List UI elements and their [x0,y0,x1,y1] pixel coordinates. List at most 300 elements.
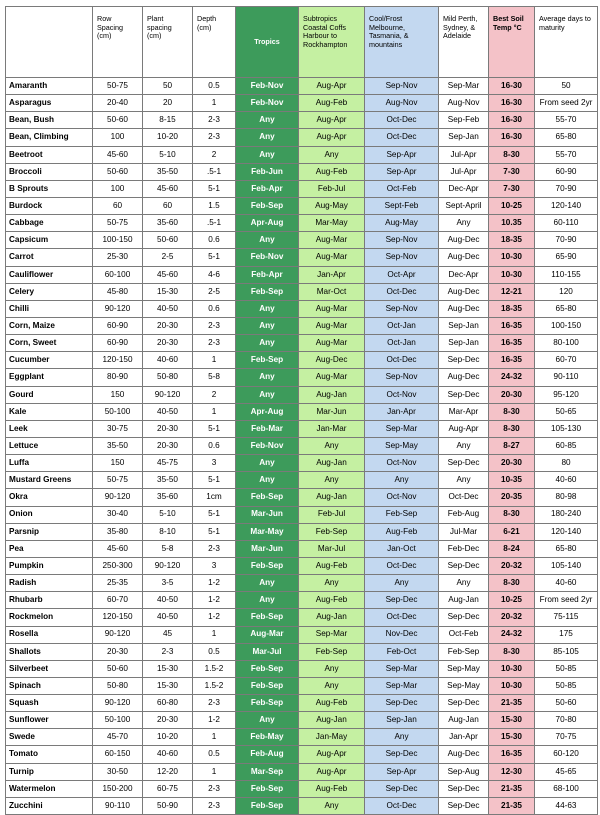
soil-temp-cell: 16-35 [489,317,535,334]
depth-cell: 1 [193,352,236,369]
tropics-cell: Feb-Sep [236,197,299,214]
table-row [6,575,598,592]
vegetable-name: Mustard Greens [6,472,93,489]
mild-cell: Sep-May [439,660,489,677]
depth-cell: 1.5-2 [193,660,236,677]
subtropics-cell: Any [299,437,365,454]
depth-cell: 5-1 [193,472,236,489]
mild-cell: Sep-Jan [439,129,489,146]
soil-temp-cell: 16-30 [489,112,535,129]
mild-cell: Aug-Dec [439,300,489,317]
plant-spacing-cell: 35-50 [143,163,193,180]
mild-cell: Sep-Dec [439,386,489,403]
cool-frost-cell: Sep-Mar [365,420,439,437]
table-row [6,780,598,797]
plant-spacing-cell: 35-60 [143,215,193,232]
table-row [6,146,598,163]
mild-cell: Feb-Dec [439,540,489,557]
tropics-cell: Any [236,455,299,472]
row-spacing-cell: 35-50 [93,437,143,454]
days-maturity-cell: 95-120 [535,386,598,403]
days-maturity-cell: 68-100 [535,780,598,797]
depth-cell: 1-2 [193,712,236,729]
plant-spacing-cell: 90-120 [143,557,193,574]
table-row [6,335,598,352]
header-cool-frost: Cool/Frost Melbourne, Tasmania, & mountains [365,7,439,78]
depth-cell: 0.6 [193,437,236,454]
tropics-cell: Feb-Sep [236,797,299,814]
subtropics-cell: Aug-Mar [299,369,365,386]
depth-cell: 2-5 [193,283,236,300]
subtropics-cell: Any [299,660,365,677]
soil-temp-cell: 8-30 [489,506,535,523]
plant-spacing-cell: 5-8 [143,540,193,557]
mild-cell: Aug-Dec [439,746,489,763]
soil-temp-cell: 18-35 [489,232,535,249]
tropics-cell: Any [236,146,299,163]
cool-frost-cell: Oct-Feb [365,180,439,197]
depth-cell: 5-1 [193,249,236,266]
vegetable-name: Corn, Sweet [6,335,93,352]
subtropics-cell: Aug-Apr [299,763,365,780]
mild-cell: Any [439,472,489,489]
plant-spacing-cell: 5-10 [143,146,193,163]
tropics-cell: Any [236,472,299,489]
soil-temp-cell: 16-35 [489,746,535,763]
days-maturity-cell: 110-155 [535,266,598,283]
subtropics-cell: Aug-Jan [299,489,365,506]
table-row [6,78,598,95]
plant-spacing-cell: 8-10 [143,523,193,540]
table-row [6,557,598,574]
row-spacing-cell: 35-80 [93,523,143,540]
depth-cell: 2-3 [193,797,236,814]
plant-spacing-cell: 15-30 [143,660,193,677]
mild-cell: Aug-Dec [439,283,489,300]
tropics-cell: Feb-Nov [236,437,299,454]
plant-spacing-cell: 50 [143,78,193,95]
row-spacing-cell: 60-150 [93,746,143,763]
table-row [6,609,598,626]
tropics-cell: Feb-Aug [236,746,299,763]
depth-cell: 5-1 [193,420,236,437]
row-spacing-cell: 150-200 [93,780,143,797]
vegetable-name: Zucchini [6,797,93,814]
row-spacing-cell: 100 [93,129,143,146]
table-row [6,369,598,386]
tropics-cell: Feb-Sep [236,489,299,506]
soil-temp-cell: 10-30 [489,266,535,283]
soil-temp-cell: 16-35 [489,352,535,369]
soil-temp-cell: 20-35 [489,489,535,506]
mild-cell: Sep-Jan [439,317,489,334]
subtropics-cell: Sep-Mar [299,626,365,643]
row-spacing-cell: 30-75 [93,420,143,437]
days-maturity-cell: 80-98 [535,489,598,506]
vegetable-name: Bean, Bush [6,112,93,129]
plant-spacing-cell: 20-30 [143,420,193,437]
table-row [6,283,598,300]
plant-spacing-cell: 60-80 [143,695,193,712]
mild-cell: Aug-Jan [439,712,489,729]
tropics-cell: Any [236,317,299,334]
header-row-spacing: Row Spacing (cm) [93,7,143,78]
mild-cell: Sep-Dec [439,797,489,814]
table-row [6,403,598,420]
days-maturity-cell: 180-240 [535,506,598,523]
cool-frost-cell: Oct-Dec [365,129,439,146]
vegetable-name: Cucumber [6,352,93,369]
soil-temp-cell: 24-32 [489,626,535,643]
tropics-cell: Feb-Jun [236,163,299,180]
plant-spacing-cell: 8-15 [143,112,193,129]
days-maturity-cell: 55-70 [535,146,598,163]
cool-frost-cell: Oct-Nov [365,489,439,506]
days-maturity-cell: 55-70 [535,112,598,129]
mild-cell: Jul-Apr [439,146,489,163]
soil-temp-cell: 7-30 [489,180,535,197]
tropics-cell: Any [236,300,299,317]
depth-cell: 0.6 [193,300,236,317]
row-spacing-cell: 30-50 [93,763,143,780]
subtropics-cell: Feb-Jul [299,180,365,197]
tropics-cell: Mar-Jun [236,506,299,523]
tropics-cell: Mar-Jul [236,643,299,660]
soil-temp-cell: 8-24 [489,540,535,557]
depth-cell: 5-1 [193,180,236,197]
days-maturity-cell: 80 [535,455,598,472]
row-spacing-cell: 45-80 [93,283,143,300]
days-maturity-cell: 65-80 [535,300,598,317]
mild-cell: Oct-Feb [439,626,489,643]
cool-frost-cell: Aug-Feb [365,523,439,540]
soil-temp-cell: 15-30 [489,729,535,746]
mild-cell: Feb-Sep [439,643,489,660]
cool-frost-cell: Oct-Apr [365,266,439,283]
header-soil-temp: Best Soil Temp °C [489,7,535,78]
soil-temp-cell: 16-30 [489,129,535,146]
tropics-cell: Feb-Sep [236,352,299,369]
cool-frost-cell: Sep-Apr [365,163,439,180]
depth-cell: 1-2 [193,609,236,626]
cool-frost-cell: Sep-Nov [365,232,439,249]
cool-frost-cell: Any [365,472,439,489]
subtropics-cell: Any [299,677,365,694]
subtropics-cell: Any [299,146,365,163]
vegetable-name: Lettuce [6,437,93,454]
vegetable-name: Beetroot [6,146,93,163]
tropics-cell: Mar-Jun [236,540,299,557]
depth-cell: 1-2 [193,592,236,609]
mild-cell: Aug-Dec [439,232,489,249]
table-row [6,112,598,129]
tropics-cell: Feb-Sep [236,660,299,677]
depth-cell: 2-3 [193,317,236,334]
subtropics-cell: Aug-Apr [299,78,365,95]
table-row [6,95,598,112]
depth-cell: 1 [193,626,236,643]
cool-frost-cell: Oct-Jan [365,335,439,352]
table-row [6,249,598,266]
row-spacing-cell: 50-60 [93,660,143,677]
vegetable-name: Rockmelon [6,609,93,626]
soil-temp-cell: 10-30 [489,677,535,694]
soil-temp-cell: 18-35 [489,300,535,317]
vegetable-name: Leek [6,420,93,437]
days-maturity-cell: 50 [535,78,598,95]
vegetable-name: Onion [6,506,93,523]
table-row [6,626,598,643]
subtropics-cell: Mar-Oct [299,283,365,300]
days-maturity-cell: 60-120 [535,746,598,763]
vegetable-name: Okra [6,489,93,506]
table-row [6,300,598,317]
tropics-cell: Feb-Sep [236,609,299,626]
vegetable-name: Rosella [6,626,93,643]
cool-frost-cell: Sep-May [365,437,439,454]
days-maturity-cell: 100-150 [535,317,598,334]
tropics-cell: Aug-Mar [236,626,299,643]
vegetable-name: Eggplant [6,369,93,386]
days-maturity-cell: From seed 2yr [535,592,598,609]
row-spacing-cell: 100 [93,180,143,197]
plant-spacing-cell: 50-90 [143,797,193,814]
table-row [6,643,598,660]
subtropics-cell: Mar-Jun [299,403,365,420]
cool-frost-cell: Sep-Mar [365,677,439,694]
vegetable-name: Tomato [6,746,93,763]
days-maturity-cell: 50-85 [535,677,598,694]
plant-spacing-cell: 2-3 [143,643,193,660]
subtropics-cell: Any [299,575,365,592]
vegetable-name: Burdock [6,197,93,214]
tropics-cell: Mar-May [236,523,299,540]
mild-cell: Sep-Dec [439,609,489,626]
subtropics-cell: Jan-May [299,729,365,746]
row-spacing-cell: 250-300 [93,557,143,574]
depth-cell: 2 [193,386,236,403]
days-maturity-cell: 50-60 [535,695,598,712]
mild-cell: Aug-Dec [439,369,489,386]
table-row [6,232,598,249]
plant-spacing-cell: 40-50 [143,403,193,420]
mild-cell: Sep-Feb [439,112,489,129]
plant-spacing-cell: 20-30 [143,712,193,729]
soil-temp-cell: 16-30 [489,78,535,95]
plant-spacing-cell: 40-50 [143,592,193,609]
header-days-maturity: Average days to maturity [535,7,598,78]
row-spacing-cell: 45-60 [93,540,143,557]
table-row [6,352,598,369]
days-maturity-cell: From seed 2yr [535,95,598,112]
plant-spacing-cell: 45-60 [143,180,193,197]
plant-spacing-cell: 35-50 [143,472,193,489]
soil-temp-cell: 20-30 [489,386,535,403]
row-spacing-cell: 150 [93,455,143,472]
plant-spacing-cell: 20-30 [143,335,193,352]
depth-cell: 3 [193,455,236,472]
depth-cell: 0.5 [193,78,236,95]
soil-temp-cell: 16-35 [489,335,535,352]
plant-spacing-cell: 40-50 [143,609,193,626]
depth-cell: 2-3 [193,335,236,352]
depth-cell: 1cm [193,489,236,506]
cool-frost-cell: Oct-Dec [365,112,439,129]
subtropics-cell: Aug-Feb [299,592,365,609]
table-row [6,660,598,677]
plant-spacing-cell: 45 [143,626,193,643]
cool-frost-cell: Jan-Oct [365,540,439,557]
vegetable-name: Shallots [6,643,93,660]
cool-frost-cell: Aug-May [365,215,439,232]
soil-temp-cell: 10-25 [489,197,535,214]
row-spacing-cell: 50-60 [93,163,143,180]
cool-frost-cell: Oct-Jan [365,317,439,334]
mild-cell: Mar-Apr [439,403,489,420]
plant-spacing-cell: 45-60 [143,266,193,283]
subtropics-cell: Aug-Feb [299,163,365,180]
subtropics-cell: Aug-Mar [299,300,365,317]
days-maturity-cell: 175 [535,626,598,643]
plant-spacing-cell: 40-60 [143,352,193,369]
plant-spacing-cell: 20 [143,95,193,112]
cool-frost-cell: Sep-Dec [365,592,439,609]
cool-frost-cell: Sep-Jan [365,712,439,729]
table-row [6,523,598,540]
tropics-cell: Feb-Sep [236,695,299,712]
table-row [6,729,598,746]
tropics-cell: Any [236,112,299,129]
header-subtropics: Subtropics Coastal Coffs Harbour to Rockhampton [299,7,365,78]
subtropics-cell: Mar-Jul [299,540,365,557]
subtropics-cell: Aug-Apr [299,112,365,129]
subtropics-cell: Feb-Jul [299,506,365,523]
days-maturity-cell: 44-63 [535,797,598,814]
vegetable-name: Bean, Climbing [6,129,93,146]
table-row [6,455,598,472]
days-maturity-cell: 65-90 [535,249,598,266]
subtropics-cell: Aug-Feb [299,695,365,712]
cool-frost-cell: Nov-Dec [365,626,439,643]
tropics-cell: Feb-May [236,729,299,746]
subtropics-cell: Jan-Mar [299,420,365,437]
table-row [6,746,598,763]
tropics-cell: Apr-Aug [236,403,299,420]
plant-spacing-cell: 60-75 [143,780,193,797]
subtropics-cell: Any [299,472,365,489]
tropics-cell: Any [236,592,299,609]
row-spacing-cell: 60-90 [93,335,143,352]
tropics-cell: Feb-Apr [236,180,299,197]
soil-temp-cell: 10.35 [489,215,535,232]
row-spacing-cell: 100-150 [93,232,143,249]
depth-cell: 1.5 [193,197,236,214]
days-maturity-cell: 85-105 [535,643,598,660]
mild-cell: Jul-Mar [439,523,489,540]
depth-cell: 2-3 [193,129,236,146]
table-row [6,489,598,506]
soil-temp-cell: 21-35 [489,797,535,814]
cool-frost-cell: Oct-Dec [365,352,439,369]
subtropics-cell: Mar-May [299,215,365,232]
mild-cell: Aug-Dec [439,249,489,266]
row-spacing-cell: 150 [93,386,143,403]
depth-cell: 1-2 [193,575,236,592]
row-spacing-cell: 25-30 [93,249,143,266]
depth-cell: 3 [193,557,236,574]
tropics-cell: Feb-Mar [236,420,299,437]
cool-frost-cell: Sep-Dec [365,746,439,763]
days-maturity-cell: 40-60 [535,472,598,489]
days-maturity-cell: 65-80 [535,540,598,557]
plant-spacing-cell: 15-30 [143,283,193,300]
depth-cell: 1 [193,403,236,420]
subtropics-cell: Aug-Jan [299,455,365,472]
subtropics-cell: Feb-Sep [299,643,365,660]
days-maturity-cell: 60-90 [535,163,598,180]
vegetable-name: Parsnip [6,523,93,540]
row-spacing-cell: 90-120 [93,300,143,317]
cool-frost-cell: Sep-Nov [365,78,439,95]
table-row [6,420,598,437]
vegetable-name: Swede [6,729,93,746]
table-row [6,695,598,712]
soil-temp-cell: 16-30 [489,95,535,112]
tropics-cell: Any [236,335,299,352]
table-row [6,163,598,180]
tropics-cell: Apr-Aug [236,215,299,232]
cool-frost-cell: Oct-Nov [365,455,439,472]
plant-spacing-cell: 10-20 [143,729,193,746]
tropics-cell: Any [236,129,299,146]
cool-frost-cell: Sep-Dec [365,695,439,712]
depth-cell: .5-1 [193,163,236,180]
cool-frost-cell: Sept-Feb [365,197,439,214]
vegetable-name: Pea [6,540,93,557]
mild-cell: Sep-Aug [439,763,489,780]
days-maturity-cell: 120-140 [535,523,598,540]
soil-temp-cell: 12-30 [489,763,535,780]
plant-spacing-cell: 2-5 [143,249,193,266]
row-spacing-cell: 45-70 [93,729,143,746]
row-spacing-cell: 50-60 [93,112,143,129]
depth-cell: 0.6 [193,232,236,249]
tropics-cell: Feb-Nov [236,78,299,95]
plant-spacing-cell: 50-60 [143,232,193,249]
mild-cell: Feb-Aug [439,506,489,523]
soil-temp-cell: 8-30 [489,146,535,163]
table-row [6,437,598,454]
soil-temp-cell: 8-30 [489,575,535,592]
cool-frost-cell: Any [365,729,439,746]
soil-temp-cell: 12-21 [489,283,535,300]
cool-frost-cell: Sep-Nov [365,249,439,266]
plant-spacing-cell: 50-80 [143,369,193,386]
tropics-cell: Feb-Nov [236,95,299,112]
cool-frost-cell: Feb-Sep [365,506,439,523]
vegetable-name: Radish [6,575,93,592]
days-maturity-cell: 75-115 [535,609,598,626]
vegetable-name: Carrot [6,249,93,266]
soil-temp-cell: 21-35 [489,780,535,797]
row-spacing-cell: 90-120 [93,489,143,506]
row-spacing-cell: 90-120 [93,626,143,643]
table-row [6,677,598,694]
plant-spacing-cell: 60 [143,197,193,214]
cool-frost-cell: Oct-Dec [365,609,439,626]
depth-cell: 2 [193,146,236,163]
days-maturity-cell: 70-75 [535,729,598,746]
